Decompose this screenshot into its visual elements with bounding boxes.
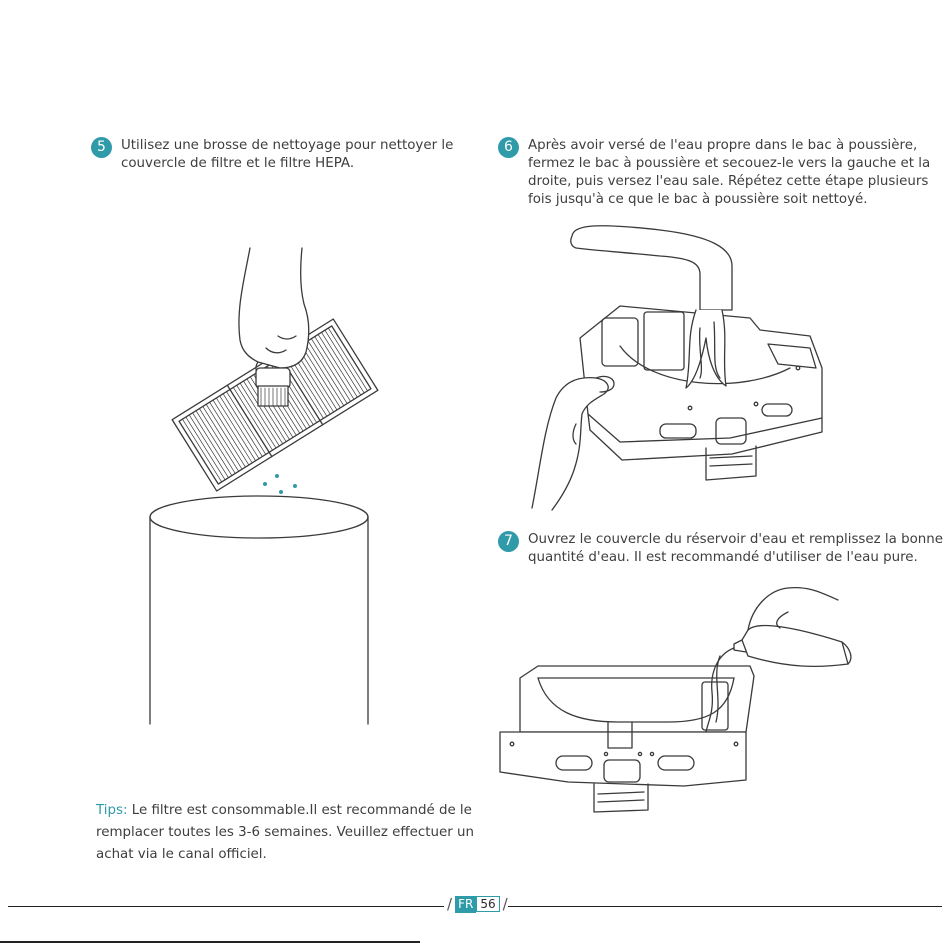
step-6-badge: 6 <box>498 137 519 158</box>
slash-right-icon: / <box>502 895 508 913</box>
tips-line-3: achat via le canal officiel. <box>96 847 267 862</box>
tips-line-1-text: Le filtre est consommable.Il est recommandé de le <box>127 803 472 818</box>
step-6-line-3: droite, puis versez l'eau sale. Répétez cette étape plusieurs <box>528 174 929 189</box>
water-tank-icon <box>500 666 754 812</box>
language-code: FR <box>455 896 476 913</box>
step-6-line-4: fois jusqu'à ce que le bac à poussière soit nettoyé. <box>528 192 868 207</box>
step-5-badge: 5 <box>91 137 112 158</box>
step-7-instruction <box>498 531 943 567</box>
step-7-line-1: Ouvrez le couvercle du réservoir d'eau et remplissez la bonne <box>528 532 944 547</box>
trash-bin-icon <box>150 496 368 724</box>
pouring-bottle-icon <box>734 588 851 667</box>
faucet-icon <box>571 226 732 310</box>
step-5-text <box>121 137 453 173</box>
footer-rule-left <box>8 906 444 907</box>
step-5-line-2: couvercle de filtre et le filtre HEPA. <box>121 156 355 171</box>
step-7-text <box>528 531 943 567</box>
tips-line-1 <box>96 800 474 822</box>
step-6-line-2: fermez le bac à poussière et secouez-le vers la gauche et la <box>528 156 931 171</box>
footer-rule-right <box>508 906 942 907</box>
page-number-value: 56 <box>476 896 499 912</box>
filter-cleaning-illustration <box>140 240 380 730</box>
step-7-badge: 7 <box>498 531 519 552</box>
tips-note <box>96 800 474 866</box>
tips-line-2: remplacer toutes les 3-6 semaines. Veuillez effectuer un <box>96 825 474 840</box>
page-number <box>444 895 511 913</box>
step-5-instruction <box>91 137 453 173</box>
step-6-line-1: Après avoir versé de l'eau propre dans le bac à poussière, <box>528 138 918 153</box>
water-tank-fill-illustration <box>498 572 868 816</box>
step-5-line-1: Utilisez une brosse de nettoyage pour nettoyer le <box>121 138 454 153</box>
step-6-instruction <box>498 137 930 209</box>
slash-left-icon: / <box>447 895 453 913</box>
step-6-text <box>528 137 930 209</box>
bottom-edge-bar <box>0 941 420 943</box>
tips-label: Tips: <box>96 803 128 818</box>
dust-bin-rinse-illustration <box>510 218 830 510</box>
step-7-line-2: quantité d'eau. Il est recommandé d'utiliser de l'eau pure. <box>528 550 918 565</box>
